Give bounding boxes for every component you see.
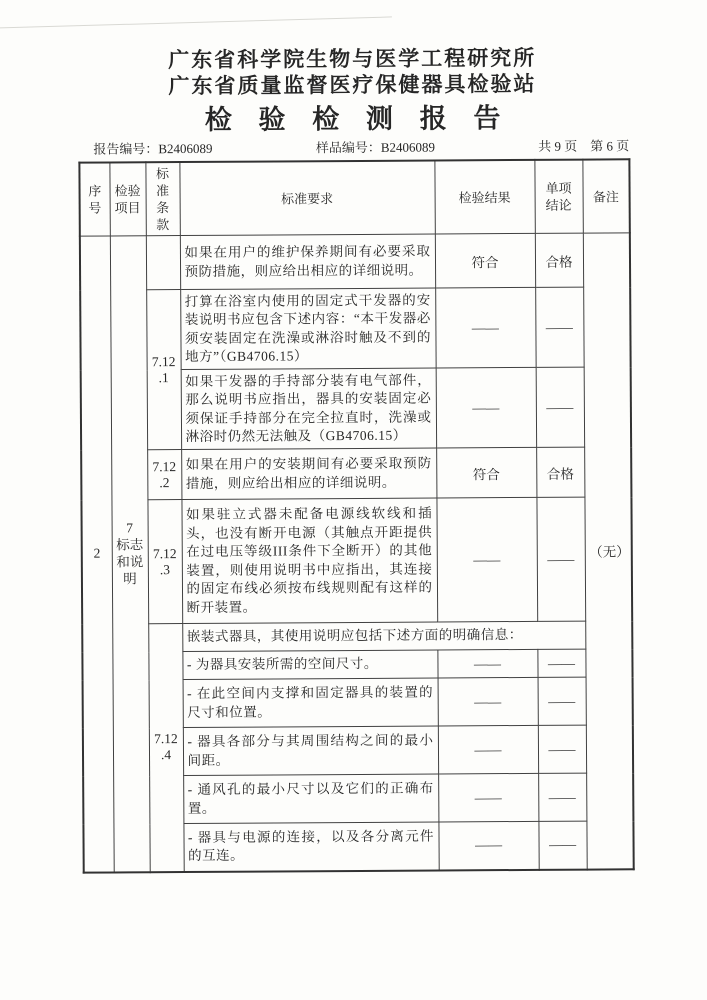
report-meta-row: [93, 138, 629, 157]
report-title: 检 验 检 测 报 告: [204, 103, 511, 135]
conclusion-cell: ——: [537, 649, 585, 677]
requirement-cell: 打算在浴室内使用的固定式干发器的安装说明书应包含下述内容：“本干发器必须安装固定在洗澡或淋浴时触及不到的地方”（GB4706.15）: [180, 288, 435, 370]
col-header-requirement: 标准要求: [179, 161, 434, 236]
clause-cell: 7.12 .4: [148, 624, 184, 872]
conclusion-cell: ——: [538, 821, 586, 869]
col-header-conclusion: 单项 结论: [534, 160, 582, 234]
seq-cell: 2: [80, 236, 114, 872]
sample-number: 样品编号：B2406089: [315, 139, 436, 156]
table-row: [80, 287, 630, 370]
conclusion-cell: ——: [538, 773, 586, 821]
clause-cell: 7.12 .3: [147, 500, 182, 624]
pagination: 共 9 页 第 6 页: [538, 138, 630, 154]
result-cell: ——: [438, 773, 538, 822]
inspection-table: [78, 158, 634, 873]
requirement-cell: - 为器具安装所需的空间尺寸。: [182, 650, 437, 680]
requirement-cell: - 器具各部分与其周围结构之间的最小间距。: [183, 726, 438, 776]
conclusion-cell: ——: [536, 497, 585, 621]
requirement-cell: 如果干发器的手持部分装有电气部件，那么说明书应指出，器具的安装固定必须保证手持部分在完全拉直时，洗澡或淋浴时仍然无法触及（GB4706.15）: [181, 368, 436, 450]
institute-name-line1: 广东省科学院生物与医学工程研究所: [168, 45, 537, 73]
result-cell: ——: [437, 649, 537, 678]
institute-name-line2: 广东省质量监督医疗保健器具检验站: [168, 71, 537, 99]
table-row: [81, 447, 631, 500]
report-number: 报告编号：B2406089: [93, 140, 213, 157]
conclusion-cell: ——: [535, 287, 583, 367]
conclusion-cell: ——: [538, 677, 586, 725]
requirement-cell: 如果驻立式器未配备电源线软线和插头，也没有断开电源（其触点开距提供在过电压等级III条件下全断开）的其他装置，则使用说明书中应指出，其连接的固定布线必须按布线规则配有这样的断开装置。: [181, 498, 437, 624]
result-cell: 符合: [435, 233, 535, 288]
clause-cell: 7.12 .2: [147, 450, 181, 500]
result-cell: ——: [436, 367, 536, 448]
table-row: [80, 233, 630, 290]
result-cell: ——: [438, 821, 538, 870]
requirement-spanning-cell: 嵌装式器具，其使用说明应包括下述方面的明确信息：: [182, 621, 585, 651]
requirement-cell: 如果在用户的维护保养期间有必要采取预防措施，则应给出相应的详细说明。: [180, 234, 435, 290]
clause-cell-empty: [146, 236, 180, 290]
result-cell: ——: [438, 677, 538, 726]
requirement-cell: - 器具与电源的连接，以及各分离元件的互连。: [183, 822, 438, 872]
col-header-item: 检验 项目: [109, 162, 145, 236]
col-header-clause: 标准 条款: [145, 162, 179, 236]
col-header-result: 检验结果: [434, 160, 534, 234]
conclusion-cell: 合格: [536, 447, 584, 497]
item-cell: 7 标志 和说 明: [110, 236, 150, 872]
col-header-seq: 序 号: [79, 162, 109, 236]
table-row: [81, 497, 632, 624]
result-cell: 符合: [436, 447, 536, 498]
result-cell: ——: [438, 725, 538, 774]
result-cell: ——: [435, 287, 535, 368]
requirement-cell: - 在此空间内支撑和固定器具的装置的尺寸和位置。: [183, 678, 438, 728]
requirement-cell: 如果在用户的安装期间有必要采取预防措施，则应给出相应的详细说明。: [181, 448, 436, 500]
remark-cell: （无）: [583, 233, 634, 869]
table-header-row: [79, 159, 629, 236]
col-header-remark: 备注: [582, 159, 629, 233]
result-cell: ——: [436, 497, 537, 622]
conclusion-cell: ——: [538, 725, 586, 773]
conclusion-cell: ——: [536, 367, 584, 447]
requirement-cell: - 通风孔的最小尺寸以及它们的正确布置。: [183, 774, 438, 824]
conclusion-cell: 合格: [535, 233, 583, 287]
table-row: [82, 621, 632, 652]
clause-cell: 7.12 .1: [146, 290, 181, 450]
